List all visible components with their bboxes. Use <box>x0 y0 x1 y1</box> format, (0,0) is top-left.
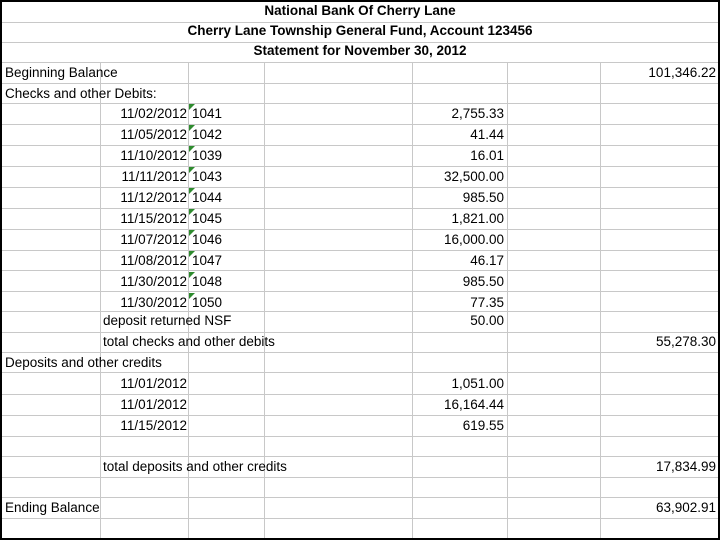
check-number[interactable]: 1044 <box>192 190 223 205</box>
check-amount[interactable]: 2,755.33 <box>451 106 504 121</box>
grid-column-line <box>600 62 601 538</box>
bank-name: National Bank Of Cherry Lane <box>264 3 456 18</box>
check-date[interactable]: 11/08/2012 <box>120 253 187 268</box>
deposit-amount[interactable]: 619.55 <box>462 418 504 433</box>
check-date[interactable]: 11/30/2012 <box>120 274 187 289</box>
deposit-amount[interactable]: 16,164.44 <box>443 397 504 412</box>
check-date[interactable]: 11/15/2012 <box>120 211 187 226</box>
grid-column-line <box>507 62 508 538</box>
check-number[interactable]: 1039 <box>192 148 223 163</box>
check-number[interactable]: 1050 <box>192 295 223 310</box>
check-amount[interactable]: 46.17 <box>470 253 504 268</box>
grid-row-line <box>2 270 718 271</box>
check-date[interactable]: 11/05/2012 <box>120 127 187 142</box>
grid-row-line <box>2 42 718 43</box>
check-amount[interactable]: 32,500.00 <box>443 169 504 184</box>
statement-date: Statement for November 30, 2012 <box>253 43 467 58</box>
total-debits-amount[interactable]: 55,278.30 <box>655 334 716 349</box>
check-number[interactable]: 1042 <box>192 127 223 142</box>
deposit-date[interactable]: 11/01/2012 <box>120 376 187 391</box>
deposit-date[interactable]: 11/15/2012 <box>120 418 187 433</box>
grid-row-line <box>2 166 718 167</box>
total-debits-label[interactable]: total checks and other debits <box>103 334 275 349</box>
check-number[interactable]: 1048 <box>192 274 223 289</box>
ending-balance-label[interactable]: Ending Balance <box>5 500 100 515</box>
check-number[interactable]: 1047 <box>192 253 223 268</box>
total-credits-amount[interactable]: 17,834.99 <box>655 459 716 474</box>
grid-row-line <box>2 208 718 209</box>
check-amount[interactable]: 985.50 <box>462 274 504 289</box>
grid-row-line <box>2 477 718 478</box>
grid-row-line <box>2 436 718 437</box>
ending-balance-amount[interactable]: 63,902.91 <box>655 500 716 515</box>
grid-row-line <box>2 250 718 251</box>
grid-row-line <box>2 124 718 125</box>
check-number[interactable]: 1041 <box>192 106 223 121</box>
grid-row-line <box>2 415 718 416</box>
grid-row-line <box>2 22 718 23</box>
debits-section-label[interactable]: Checks and other Debits: <box>5 86 157 101</box>
grid-column-line <box>412 62 413 538</box>
check-amount[interactable]: 77.35 <box>470 295 504 310</box>
fund-title: Cherry Lane Township General Fund, Account 123456 <box>187 23 533 38</box>
grid-row-line <box>2 187 718 188</box>
check-number[interactable]: 1046 <box>192 232 223 247</box>
check-date[interactable]: 11/10/2012 <box>120 148 187 163</box>
grid-row-line <box>2 497 718 498</box>
grid-column-line <box>100 62 101 538</box>
deposit-amount[interactable]: 1,051.00 <box>451 376 504 391</box>
check-date[interactable]: 11/07/2012 <box>120 232 187 247</box>
check-date[interactable]: 11/02/2012 <box>120 106 187 121</box>
check-amount[interactable]: 985.50 <box>462 190 504 205</box>
check-amount[interactable]: 41.44 <box>470 127 504 142</box>
grid-row-line <box>2 394 718 395</box>
beginning-balance-amount[interactable]: 101,346.22 <box>648 65 716 80</box>
deposit-date[interactable]: 11/01/2012 <box>120 397 187 412</box>
beginning-balance-label[interactable]: Beginning Balance <box>5 65 118 80</box>
grid-row-line <box>2 291 718 292</box>
check-date[interactable]: 11/11/2012 <box>121 169 187 184</box>
total-credits-label[interactable]: total deposits and other credits <box>103 459 287 474</box>
nsf-amount[interactable]: 50.00 <box>470 313 504 328</box>
check-number[interactable]: 1043 <box>192 169 223 184</box>
grid-row-line <box>2 229 718 230</box>
check-amount[interactable]: 16,000.00 <box>443 232 504 247</box>
grid-row-line <box>2 145 718 146</box>
grid-row-line <box>2 518 718 519</box>
credits-section-label[interactable]: Deposits and other credits <box>5 355 162 370</box>
check-amount[interactable]: 1,821.00 <box>451 211 504 226</box>
nsf-label[interactable]: deposit returned NSF <box>103 313 232 328</box>
check-number[interactable]: 1045 <box>192 211 223 226</box>
check-amount[interactable]: 16.01 <box>470 148 504 163</box>
check-date[interactable]: 11/30/2012 <box>120 295 187 310</box>
check-date[interactable]: 11/12/2012 <box>120 190 187 205</box>
